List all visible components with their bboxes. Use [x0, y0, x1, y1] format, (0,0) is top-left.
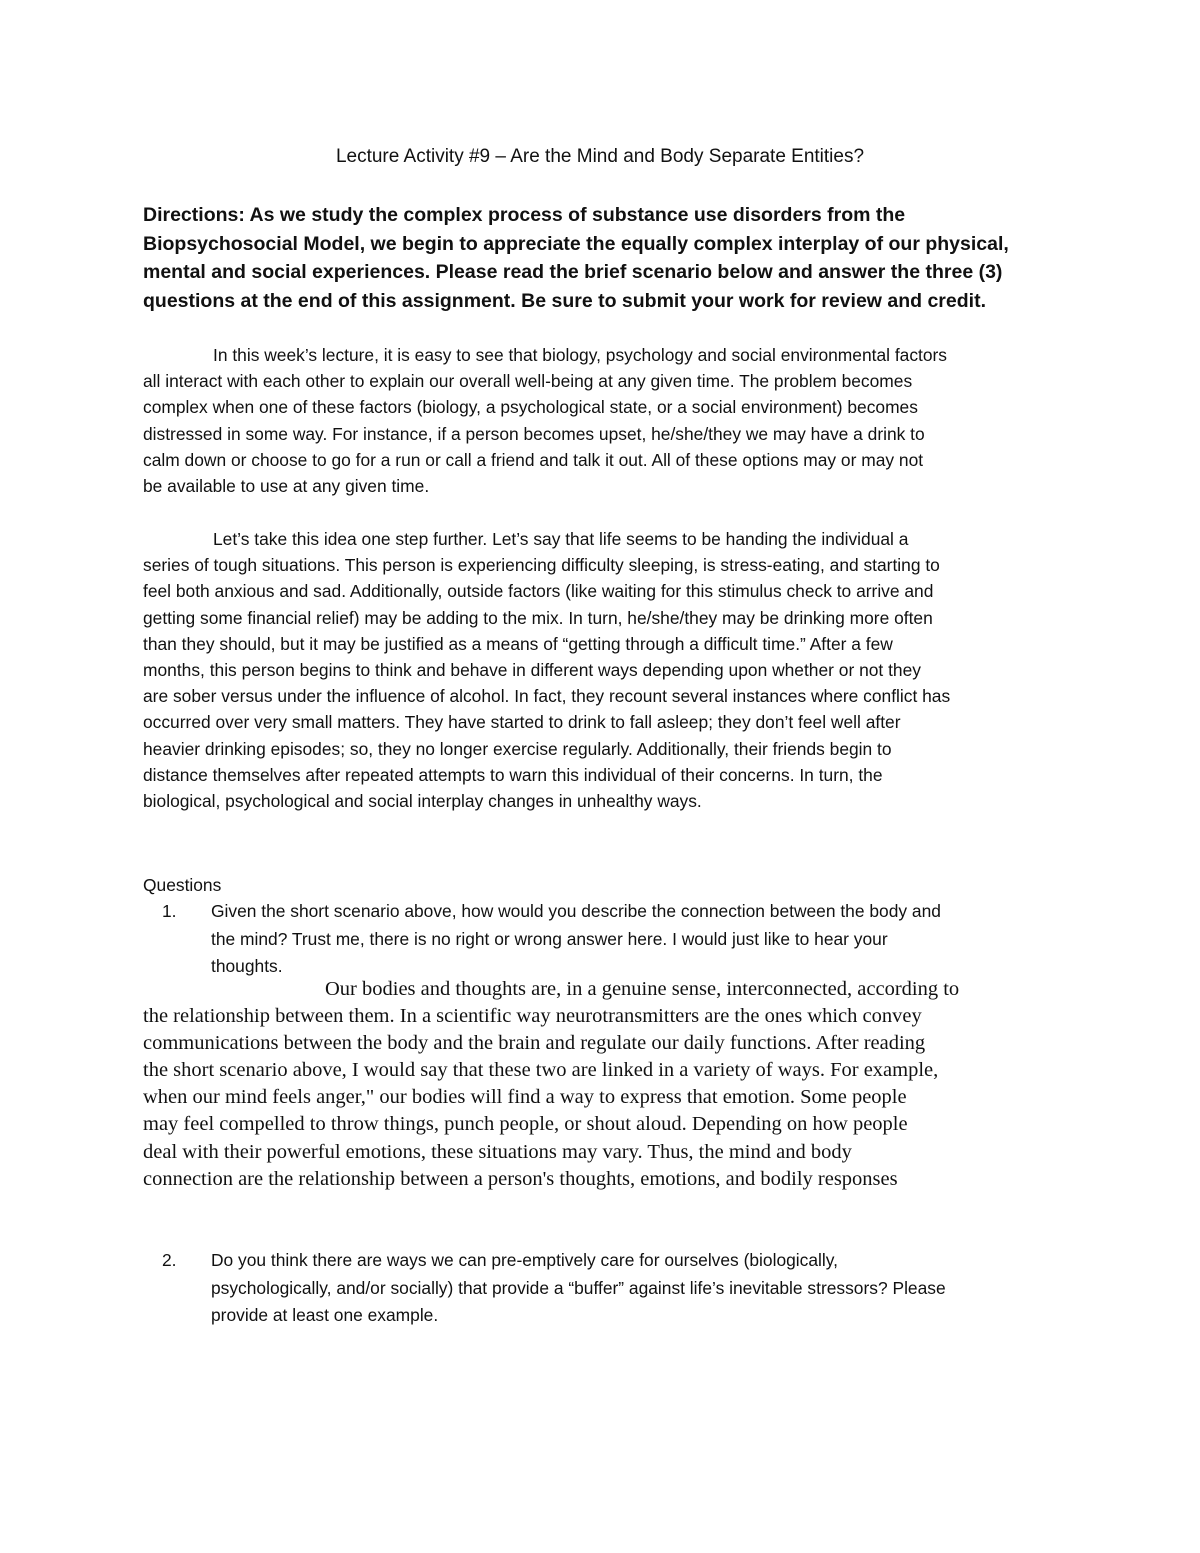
- paragraph-line: months, this person begins to think and behave in different ways depending upon whether or not they: [143, 660, 921, 681]
- paragraph-line: feel both anxious and sad. Additionally, outside factors (like waiting for this stimulus check to arrive and: [143, 581, 934, 602]
- scenario-paragraph-1: [143, 342, 1063, 499]
- answer-line: when our mind feels anger," our bodies will find a way to express that emotion. Some people: [143, 1086, 907, 1109]
- answer-line: the relationship between them. In a scientific way neurotransmitters are the ones which convey: [143, 1005, 922, 1028]
- paragraph-line: In this week’s lecture, it is easy to see that biology, psychology and social environmental factors: [213, 345, 948, 365]
- scenario-paragraph-2: [143, 526, 1063, 814]
- directions-line: Biopsychosocial Model, we begin to appreciate the equally complex interplay of our physical,: [143, 232, 1009, 255]
- question-line: thoughts.: [211, 956, 283, 976]
- answer-line: the short scenario above, I would say that these two are linked in a variety of ways. For example,: [143, 1059, 939, 1082]
- question-number: 2.: [162, 1250, 177, 1270]
- answer-line: communications between the body and the brain and regulate our daily functions. After reading: [143, 1032, 926, 1055]
- paragraph-line: all interact with each other to explain our overall well-being at any given time. The problem becomes: [143, 371, 913, 392]
- question-line: Do you think there are ways we can pre-emptively care for ourselves (biologically,: [211, 1250, 838, 1270]
- paragraph-line: are sober versus under the influence of alcohol. In fact, they recount several instances where conflict has: [143, 686, 951, 707]
- paragraph-line: series of tough situations. This person is experiencing difficulty sleeping, is stress-eating, and starting to: [143, 555, 940, 576]
- paragraph-line: getting some financial relief) may be adding to the mix. In turn, he/she/they may be drinking more often: [143, 607, 933, 628]
- question-line: psychologically, and/or socially) that provide a “buffer” against life’s inevitable stressors? Please: [211, 1277, 946, 1298]
- question-text: [211, 1247, 946, 1330]
- paragraph-line: distressed in some way. For instance, if a person becomes upset, he/she/they we may have a drink to: [143, 423, 925, 444]
- directions-block: [143, 201, 1063, 315]
- question-number: 1.: [162, 901, 177, 921]
- paragraph-line: calm down or choose to go for a run or call a friend and talk it out. All of these options may or may not: [143, 449, 924, 470]
- answer-line: Our bodies and thoughts are, in a genuine sense, interconnected, according to: [325, 978, 960, 1000]
- paragraph-line: occurred over very small matters. They have started to drink to fall asleep; they don’t feel well after: [143, 712, 901, 733]
- questions-heading: Questions: [143, 875, 222, 895]
- question-line: the mind? Trust me, there is no right or wrong answer here. I would just like to hear your: [211, 928, 888, 949]
- question-text: [211, 898, 941, 981]
- answer-line: deal with their powerful emotions, these situations may vary. Thus, the mind and body: [143, 1140, 852, 1163]
- answer-line: may feel compelled to throw things, punch people, or shout aloud. Depending on how people: [143, 1113, 908, 1136]
- question-line: provide at least one example.: [211, 1305, 439, 1325]
- answer-1: [143, 976, 1063, 1193]
- paragraph-line: be available to use at any given time.: [143, 476, 430, 497]
- directions-line: mental and social experiences. Please read the brief scenario below and answer the three (3): [143, 261, 1003, 284]
- paragraph-line: complex when one of these factors (biology, a psychological state, or a social environment) becomes: [143, 397, 918, 418]
- paragraph-line: distance themselves after repeated attempts to warn this individual of their concerns. In turn, the: [143, 764, 883, 785]
- directions-line: questions at the end of this assignment. Be sure to submit your work for review and credit.: [143, 289, 986, 312]
- paragraph-line: heavier drinking episodes; so, they no longer exercise regularly. Additionally, their friends begin to: [143, 738, 892, 759]
- paragraph-line: than they should, but it may be justified as a means of “getting through a difficult time.” After a few: [143, 633, 893, 654]
- question-line: Given the short scenario above, how would you describe the connection between the body and: [211, 901, 941, 921]
- directions-line: Directions: As we study the complex process of substance use disorders from the: [143, 204, 906, 226]
- paragraph-line: biological, psychological and social interplay changes in unhealthy ways.: [143, 791, 702, 812]
- answer-line: connection are the relationship between a person's thoughts, emotions, and bodily responses: [143, 1167, 898, 1190]
- page-title: Lecture Activity #9 – Are the Mind and Body Separate Entities?: [335, 146, 865, 167]
- paragraph-line: Let’s take this idea one step further. Let’s say that life seems to be handing the individual a: [213, 529, 909, 549]
